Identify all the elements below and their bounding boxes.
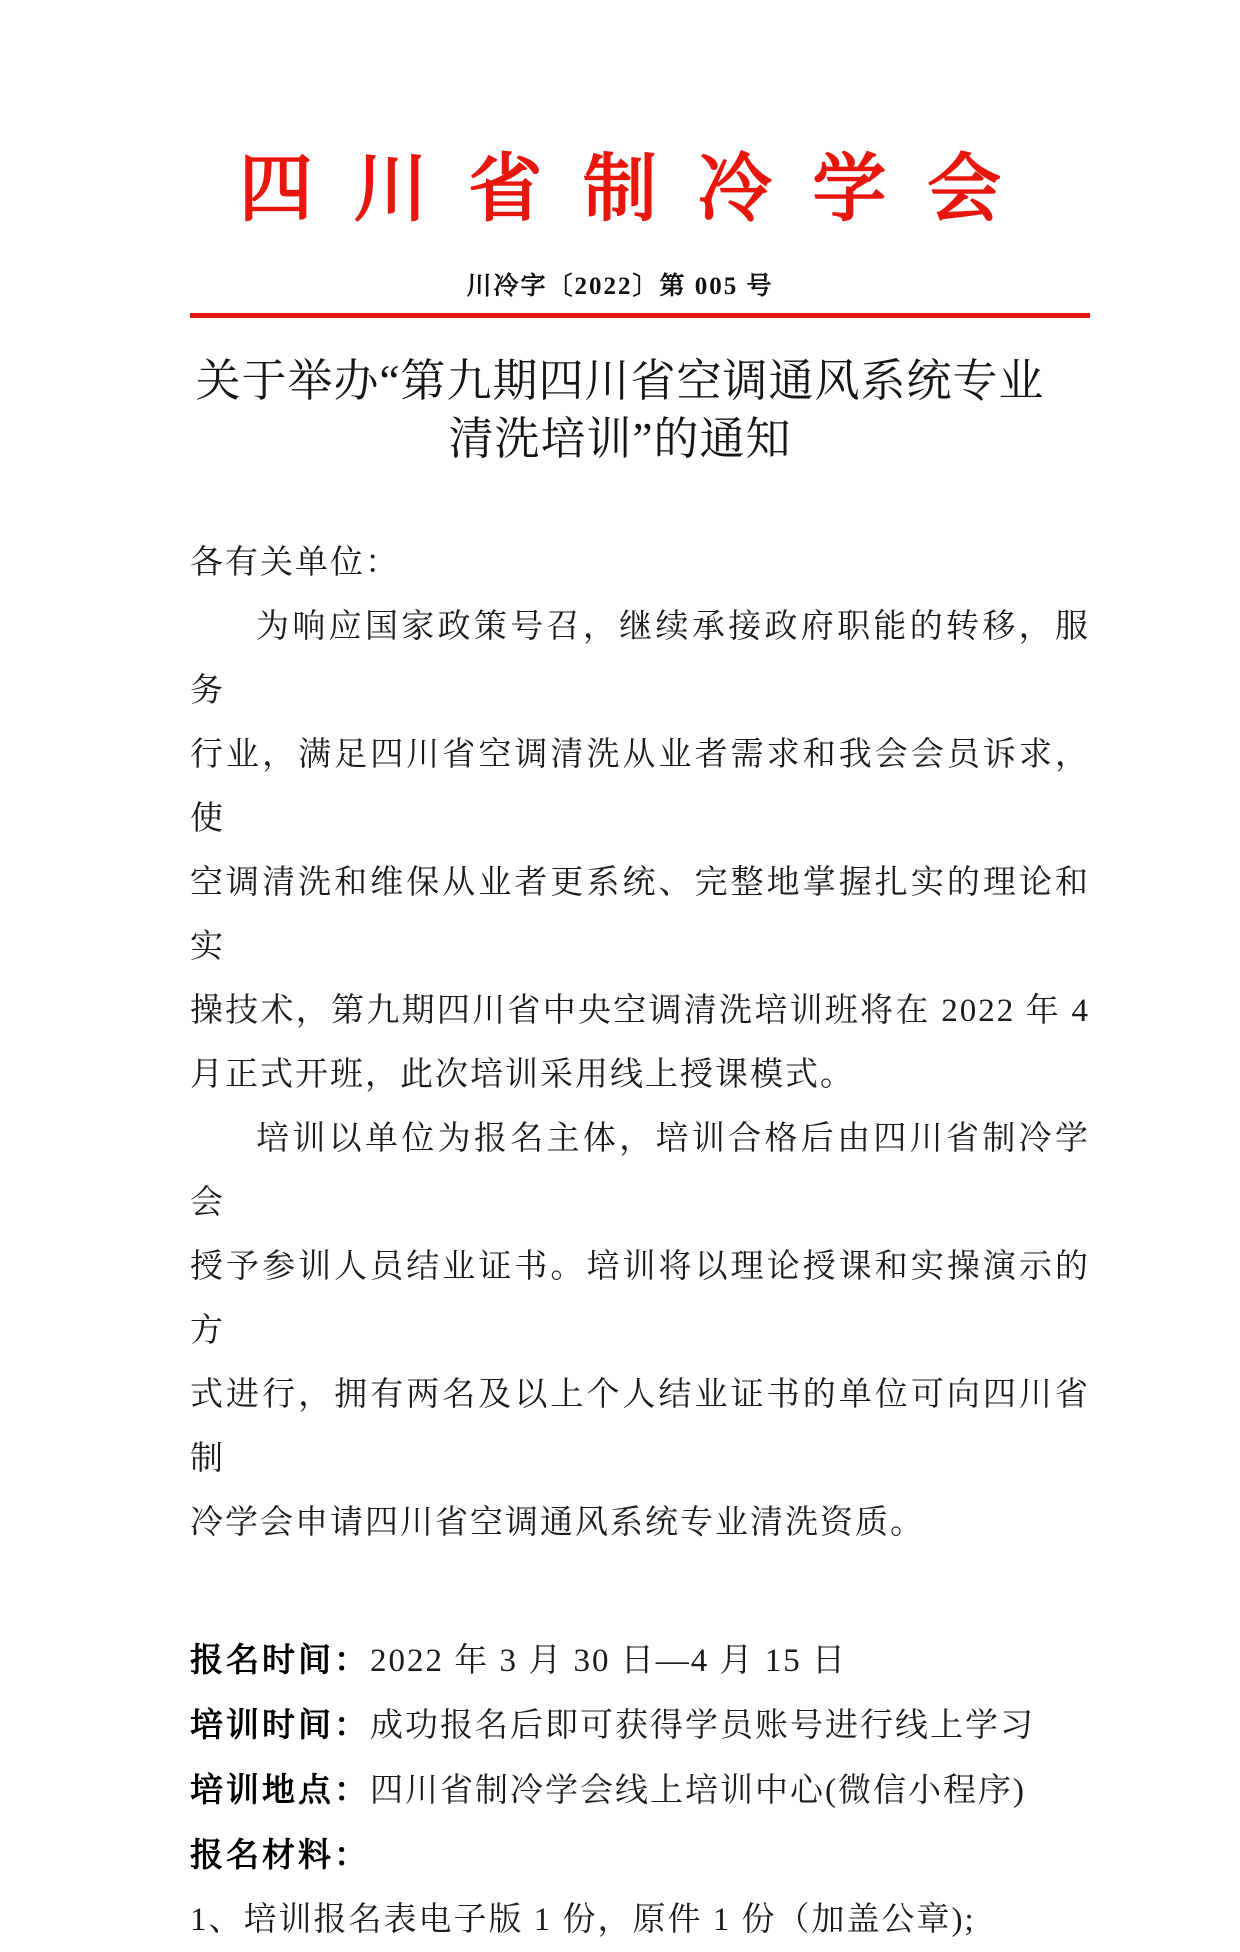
info-value: 2022 年 3 月 30 日—4 月 15 日 <box>370 1643 847 1679</box>
body-line: 行业，满足四川省空调清洗从业者需求和我会会员诉求，使 <box>190 737 1090 837</box>
body-line: 月正式开班，此次培训采用线上授课模式。 <box>190 1057 855 1093</box>
salutation: 各有关单位： <box>190 545 400 581</box>
list-item: 1、培训报名表电子版 1 份，原件 1 份（加盖公章); <box>190 1902 976 1938</box>
info-label: 报名材料： <box>190 1836 370 1873</box>
body-line: 操技术，第九期四川省中央空调清洗培训班将在 2022 年 4 <box>190 993 1090 1029</box>
notice-body <box>190 531 1090 1952</box>
document-number: 川冷字〔2022〕第 005 号 <box>466 273 774 300</box>
body-line: 空调清洗和维保从业者更系统、完整地掌握扎实的理论和实 <box>190 865 1090 965</box>
paragraph-1 <box>190 595 1090 1107</box>
info-row-training-time <box>190 1693 1090 1758</box>
notice-title-line-1: 关于举办“第九期四川省空调通风系统专业 <box>195 356 1045 406</box>
info-label: 报名时间： <box>190 1641 370 1678</box>
letterhead-org-name <box>0 150 1240 230</box>
info-row-signup-time <box>190 1628 1090 1693</box>
body-line: 授予参训人员结业证书。培训将以理论授课和实操演示的方 <box>190 1249 1090 1349</box>
info-value: 成功报名后即可获得学员账号进行线上学习 <box>370 1708 1035 1744</box>
body-line: 培训以单位为报名主体，培训合格后由四川省制冷学会 <box>190 1121 1090 1221</box>
info-value: 四川省制冷学会线上培训中心(微信小程序) <box>370 1773 1026 1809</box>
notice-title-line-2: 清洗培训”的通知 <box>448 414 792 464</box>
info-label: 培训地点： <box>190 1771 370 1808</box>
info-label: 培训时间： <box>190 1706 370 1743</box>
info-row-signup-materials <box>190 1823 1090 1888</box>
paragraph-2 <box>190 1107 1090 1555</box>
body-line: 式进行，拥有两名及以上个人结业证书的单位可向四川省制 <box>190 1377 1090 1477</box>
document-page <box>0 149 1240 1938</box>
letterhead-org-name-text: 四川省制冷学会 <box>238 149 1042 231</box>
letterhead-divider-rule <box>190 313 1090 318</box>
body-line: 冷学会申请四川省空调通风系统专业清洗资质。 <box>190 1505 925 1541</box>
info-row-training-location <box>190 1758 1090 1823</box>
body-line: 为响应国家政策号召，继续承接政府职能的转移，服务 <box>190 609 1090 709</box>
notice-title <box>0 352 1240 468</box>
registration-info <box>190 1628 1090 1952</box>
